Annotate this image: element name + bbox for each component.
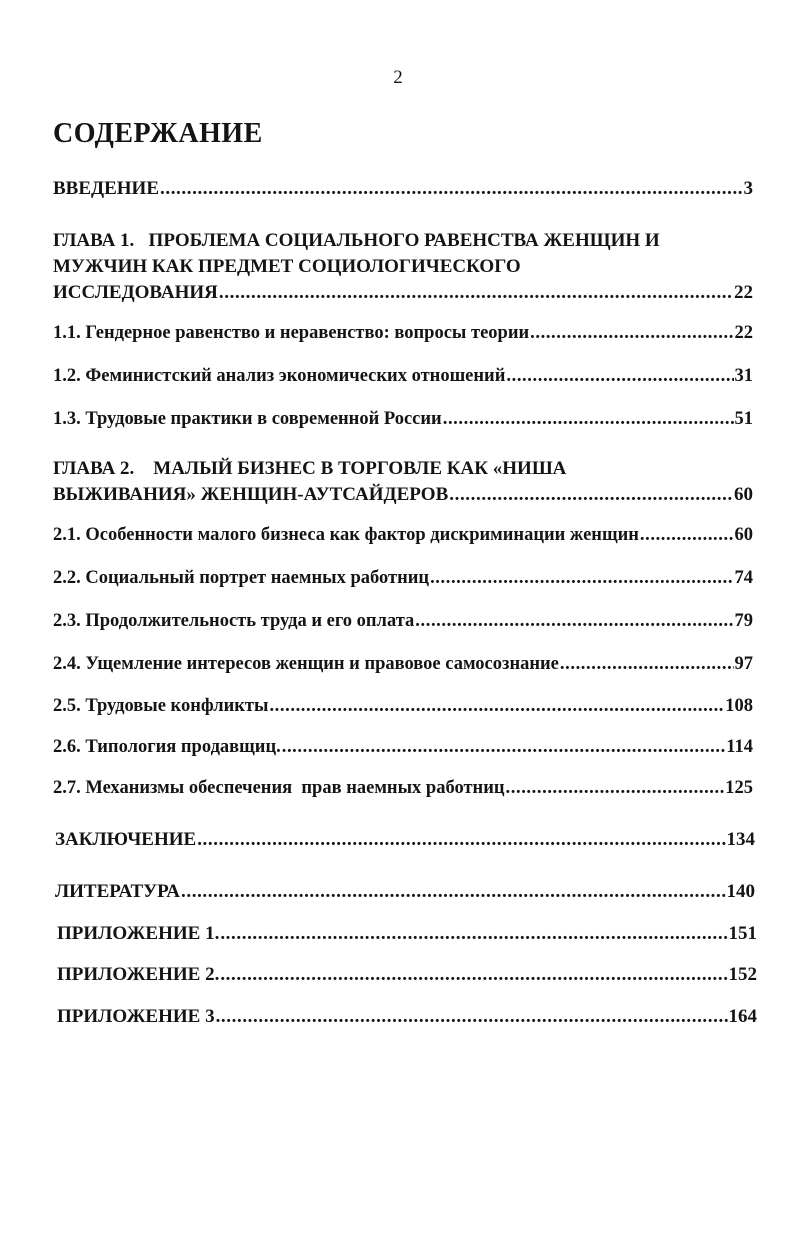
toc-entry-title-line: ВЫЖИВАНИЯ» ЖЕНЩИН-АУТСАЙДЕРОВ [53, 484, 449, 505]
toc-entry-page: 51 [734, 409, 753, 429]
toc-entry-title: 1.2. Феминистский анализ экономических отношений [53, 366, 506, 386]
toc-entry-page: 134 [726, 829, 755, 850]
toc-entry-title: ПРИЛОЖЕНИЕ 2. [57, 964, 220, 985]
toc-entry-page: 79 [734, 611, 753, 631]
toc-entry-page: 164 [728, 1006, 757, 1027]
dot-leader [560, 651, 734, 677]
toc-entry-page: 60 [734, 525, 753, 545]
dot-leader [219, 280, 733, 306]
toc-entry-title-line: МУЖЧИН КАК ПРЕДМЕТ СОЦИОЛОГИЧЕСКОГО [53, 256, 521, 277]
dot-leader [220, 921, 727, 947]
toc-entry-appendix-2[interactable] [53, 962, 757, 988]
dot-leader [506, 775, 725, 801]
toc-entry-title: 2.1. Особенности малого бизнеса как фактор дискриминации женщин [53, 525, 639, 545]
toc-entry-page: 31 [734, 366, 753, 386]
dot-leader [197, 827, 725, 853]
toc-entry-title: 2.2. Социальный портрет наемных работниц [53, 568, 430, 588]
toc-entry-page: 97 [734, 654, 753, 674]
toc-entry-appendix-1[interactable] [53, 921, 757, 947]
toc-entry-page: 22 [734, 323, 753, 343]
toc-entry-chapter-2[interactable] [53, 456, 753, 508]
toc-entry-page: 108 [725, 696, 753, 716]
dot-leader [449, 482, 733, 508]
toc-entry-page: 22 [734, 282, 753, 303]
dot-leader [269, 693, 724, 719]
toc-entry-appendix-3[interactable] [53, 1004, 757, 1030]
toc-entry-section-2-5[interactable] [53, 693, 753, 719]
toc-entry-title-line: ИССЛЕДОВАНИЯ [53, 282, 218, 303]
toc-entry-section-2-1[interactable] [53, 522, 753, 548]
toc-entry-section-2-4[interactable] [53, 651, 753, 677]
toc-entry-chapter-1[interactable] [53, 228, 753, 306]
toc-entry-title: 2.4. Ущемление интересов женщин и правовое самосознание [53, 654, 559, 674]
toc-entry-section-2-2[interactable] [53, 565, 753, 591]
dot-leader [443, 406, 734, 432]
toc-entry-page: 140 [726, 881, 755, 902]
toc-entry-title: ВВЕДЕНИЕ [53, 178, 159, 199]
page-number: 2 [393, 67, 403, 88]
toc-entry-page: 60 [734, 484, 753, 505]
dot-leader [220, 962, 727, 988]
dot-leader [415, 608, 733, 634]
toc-entry-title-line: ГЛАВА 2. МАЛЫЙ БИЗНЕС В ТОРГОВЛЕ КАК «НИША [53, 458, 567, 479]
toc-entry-title: ЗАКЛЮЧЕНИЕ [55, 829, 197, 850]
toc-entry-section-2-7[interactable] [53, 775, 753, 801]
toc-entry-page: 3 [743, 178, 753, 199]
toc-entry-title: ПРИЛОЖЕНИЕ 3 [57, 1006, 215, 1027]
toc-entry-title: 2.6. Типология продавщиц. [53, 737, 281, 757]
toc-entry-introduction[interactable] [53, 176, 753, 202]
toc-entry-title: ПРИЛОЖЕНИЕ 1. [57, 923, 220, 944]
dot-leader [430, 565, 733, 591]
toc-entry-literature[interactable] [53, 879, 755, 905]
toc-entry-title: ЛИТЕРАТУРА [55, 881, 181, 902]
toc-entry-page: 151 [728, 923, 757, 944]
toc-entry-title: 2.5. Трудовые конфликты [53, 696, 269, 716]
dot-leader [181, 879, 725, 905]
toc-entry-section-1-1[interactable] [53, 320, 753, 346]
toc-entry-conclusion[interactable] [53, 827, 755, 853]
dot-leader [640, 522, 734, 548]
toc-entry-section-2-6[interactable] [53, 734, 753, 760]
toc-entry-page: 125 [725, 778, 753, 798]
toc-entry-section-1-2[interactable] [53, 363, 753, 389]
toc-entry-section-1-3[interactable] [53, 406, 753, 432]
toc-entry-title: 1.3. Трудовые практики в современной России [53, 409, 442, 429]
dot-leader [282, 734, 726, 760]
dot-leader [160, 176, 743, 202]
dot-leader [216, 1004, 728, 1030]
toc-entry-section-2-3[interactable] [53, 608, 753, 634]
toc-entry-title-line: ГЛАВА 1. ПРОБЛЕМА СОЦИАЛЬНОГО РАВЕНСТВА ЖЕНЩИН И [53, 230, 660, 251]
dot-leader [530, 320, 733, 346]
toc-entry-title: 2.3. Продолжительность труда и его оплата [53, 611, 415, 631]
toc-entry-title: 1.1. Гендерное равенство и неравенство: вопросы теории [53, 323, 530, 343]
toc-entry-page: 114 [726, 737, 753, 757]
page-title: СОДЕРЖАНИЕ [53, 118, 263, 149]
toc-entry-page: 74 [734, 568, 753, 588]
toc-entry-title: 2.7. Механизмы обеспечения прав наемных работниц [53, 778, 505, 798]
toc-entry-page: 152 [728, 964, 757, 985]
dot-leader [506, 363, 733, 389]
